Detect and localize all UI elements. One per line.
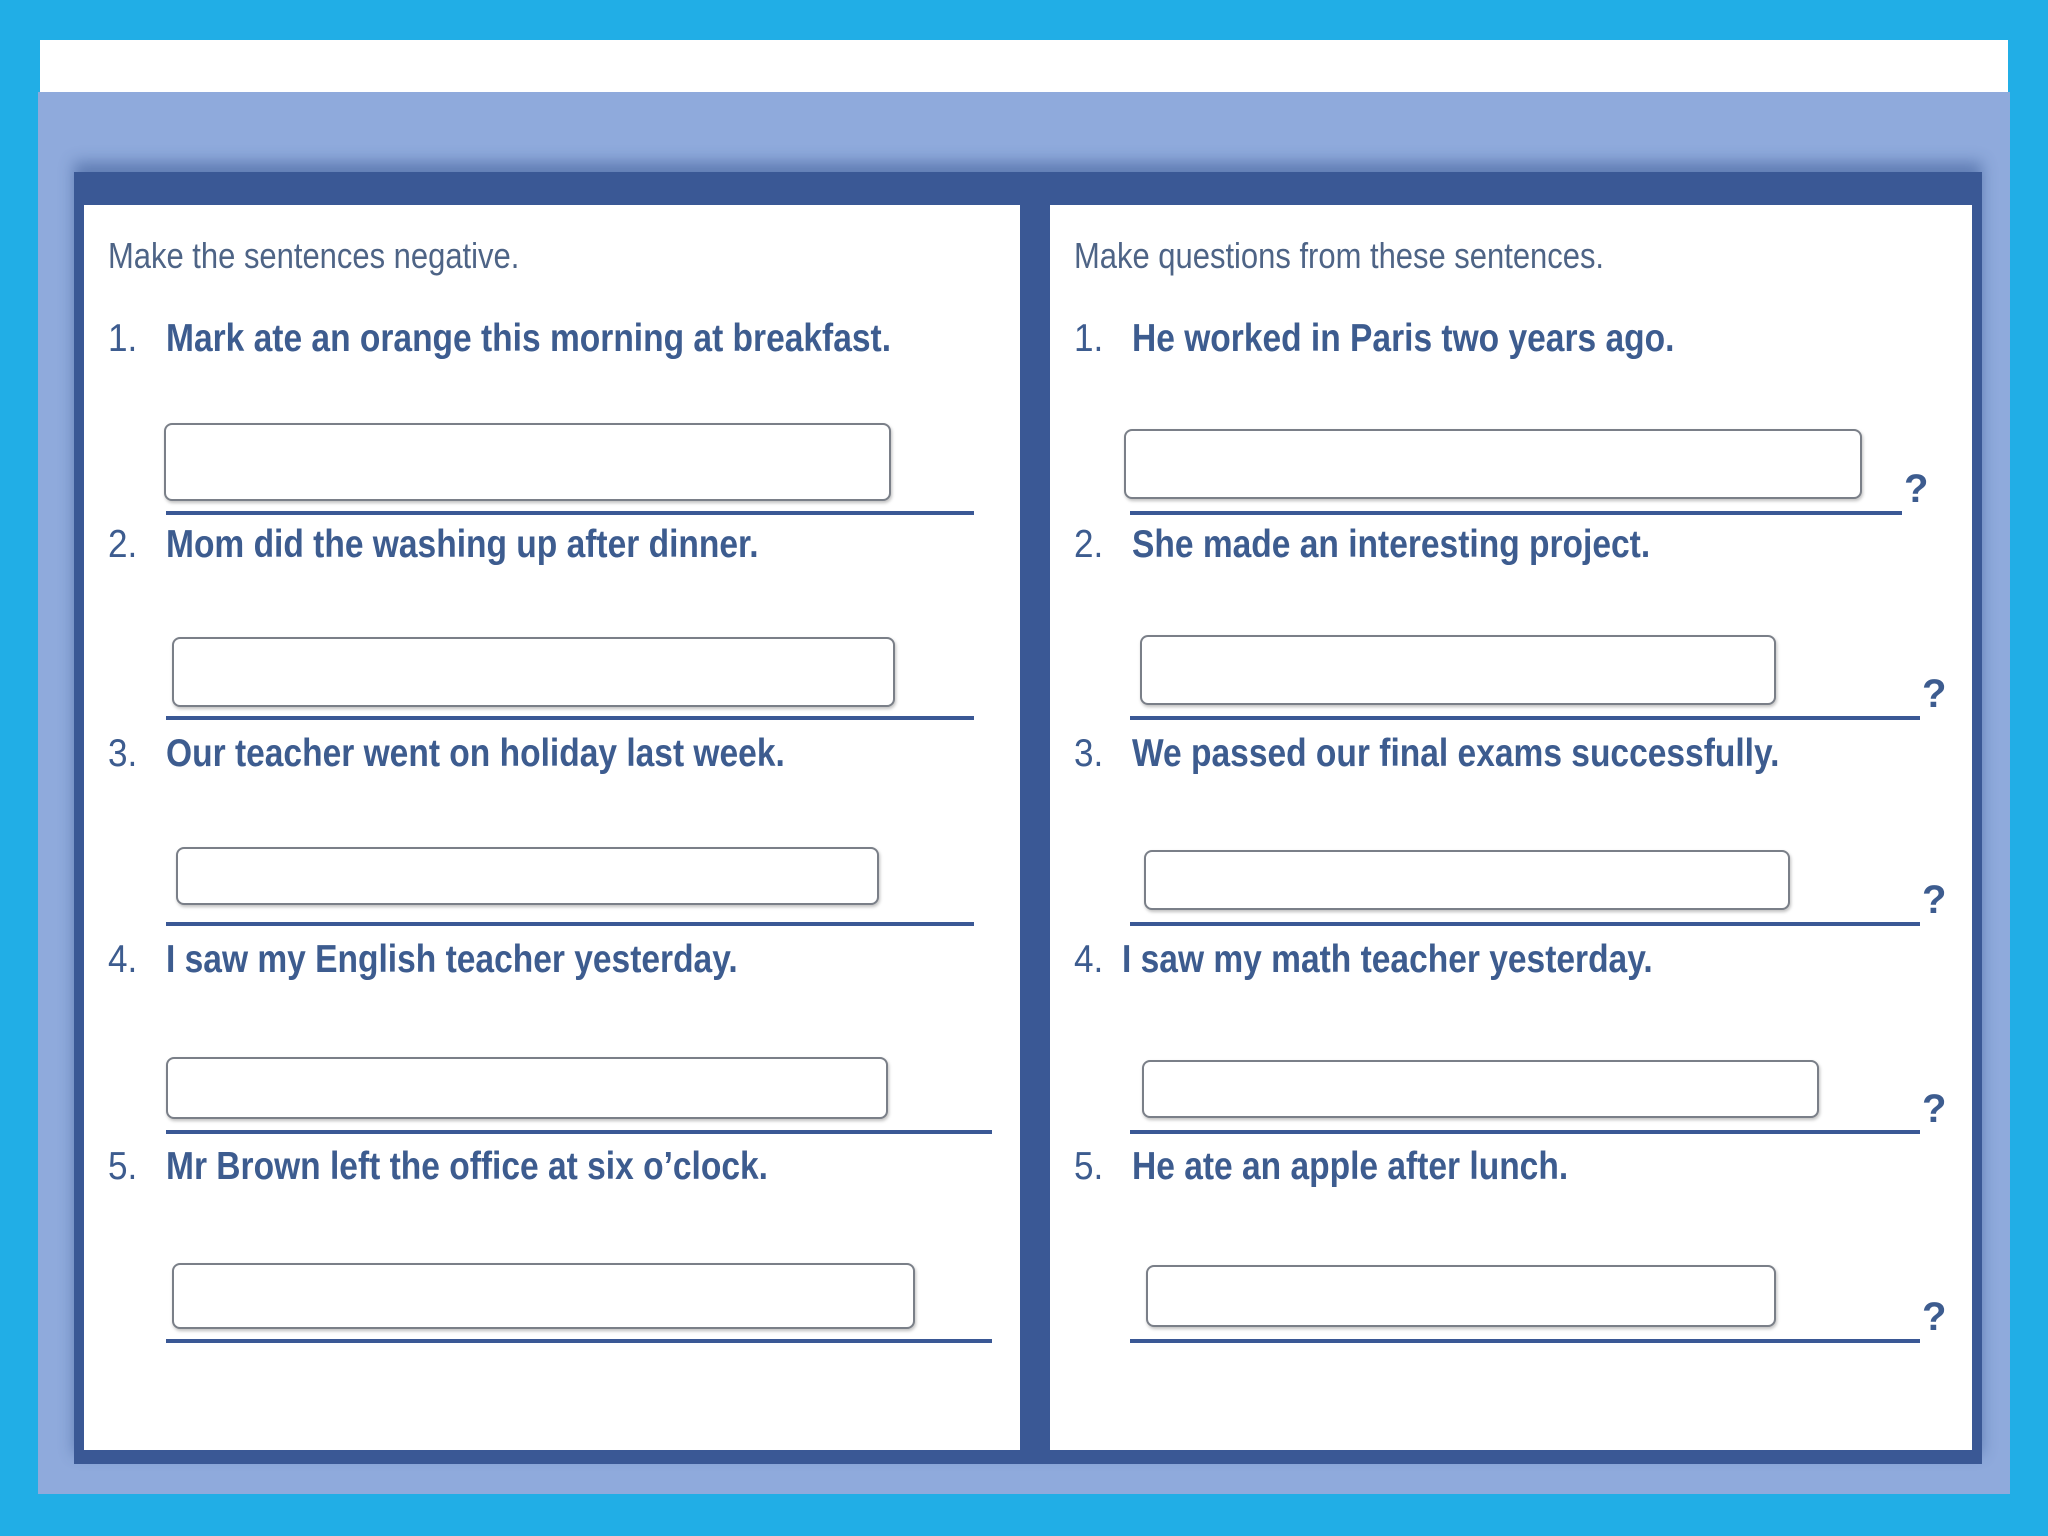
item-sentence: She made an interesting project.: [1132, 523, 1651, 566]
item-number: 5.: [108, 1145, 138, 1188]
answer-line: [1130, 511, 1902, 515]
question-mark: ?: [1922, 672, 1947, 716]
item-number: 1.: [1074, 317, 1104, 360]
panel-instruction: Make the sentences negative.: [108, 235, 520, 276]
top-white-strip: [40, 40, 2008, 92]
answer-input-2[interactable]: [1140, 635, 1776, 705]
answer-line: [166, 716, 974, 720]
answer-line: [1130, 1130, 1920, 1134]
answer-input-4[interactable]: [1142, 1060, 1819, 1118]
item-number: 2.: [1074, 523, 1104, 566]
question-mark: ?: [1922, 1295, 1947, 1339]
question-mark: ?: [1922, 878, 1947, 922]
answer-input-5[interactable]: [172, 1263, 915, 1329]
answer-line: [1130, 1339, 1920, 1343]
item-number: 4.: [108, 938, 138, 981]
answer-input-3[interactable]: [1144, 850, 1790, 910]
item-number: 1.: [108, 317, 138, 360]
negative-sentences-panel: [84, 205, 1020, 1450]
answer-input-2[interactable]: [172, 637, 895, 707]
answer-line: [166, 922, 974, 926]
item-sentence: Mom did the washing up after dinner.: [166, 523, 759, 566]
item-number: 5.: [1074, 1145, 1104, 1188]
question-mark: ?: [1904, 467, 1929, 511]
item-sentence: Mark ate an orange this morning at breakfast.: [166, 317, 892, 360]
item-number: 3.: [108, 732, 138, 775]
panel-instruction: Make questions from these sentences.: [1074, 235, 1605, 276]
item-sentence: I saw my math teacher yesterday.: [1122, 938, 1653, 981]
answer-input-5[interactable]: [1146, 1265, 1776, 1327]
item-number: 4.: [1074, 938, 1104, 981]
answer-input-4[interactable]: [166, 1057, 888, 1119]
answer-line: [1130, 922, 1920, 926]
answer-input-1[interactable]: [1124, 429, 1862, 499]
worksheet-slide: [38, 92, 2010, 1494]
item-sentence: Mr Brown left the office at six o’clock.: [166, 1145, 768, 1188]
item-sentence: Our teacher went on holiday last week.: [166, 732, 785, 775]
answer-line: [166, 1130, 992, 1134]
answer-line: [166, 1339, 992, 1343]
answer-input-1[interactable]: [164, 423, 891, 501]
questions-panel: [1050, 205, 1972, 1450]
item-sentence: I saw my English teacher yesterday.: [166, 938, 738, 981]
item-number: 3.: [1074, 732, 1104, 775]
answer-input-3[interactable]: [176, 847, 879, 905]
item-number: 2.: [108, 523, 138, 566]
item-sentence: He worked in Paris two years ago.: [1132, 317, 1675, 360]
item-sentence: We passed our final exams successfully.: [1132, 732, 1780, 775]
answer-line: [1130, 716, 1920, 720]
item-sentence: He ate an apple after lunch.: [1132, 1145, 1569, 1188]
question-mark: ?: [1922, 1087, 1947, 1131]
answer-line: [166, 511, 974, 515]
